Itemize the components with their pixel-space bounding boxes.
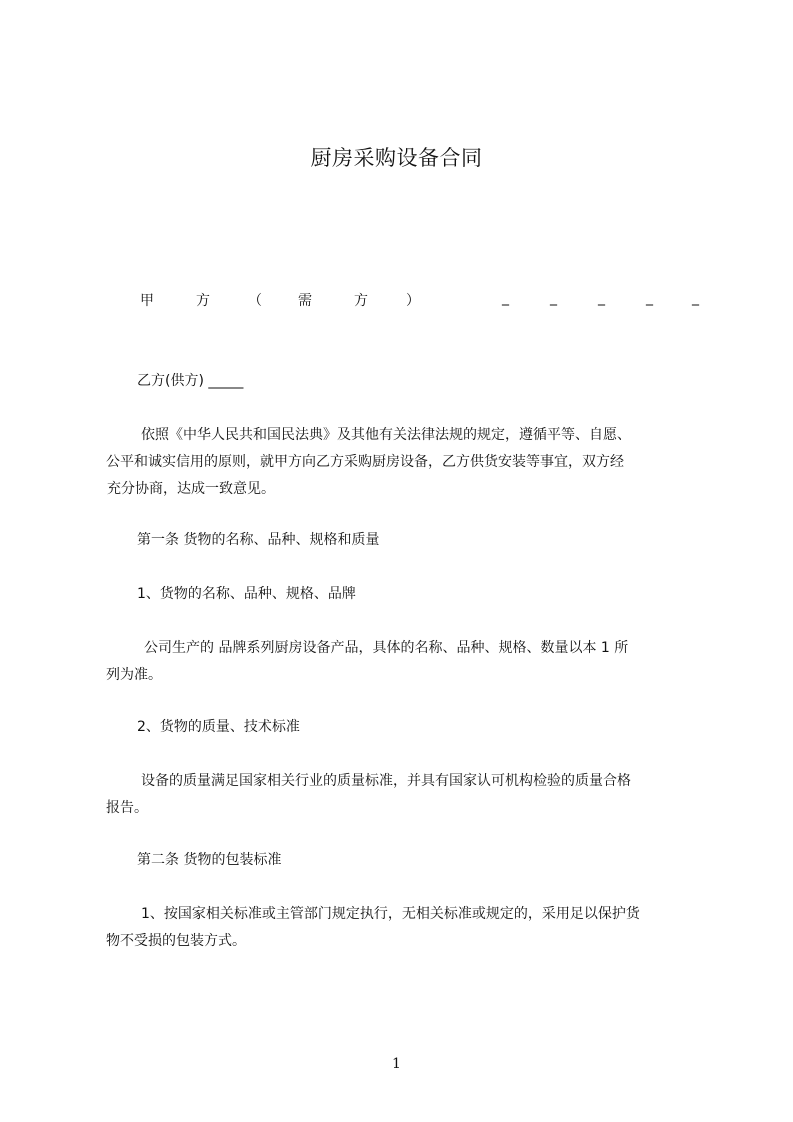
document-title: 厨房采购设备合同 xyxy=(310,146,483,170)
article-1-item-2-heading: 2、货物的质量、技术标准 xyxy=(137,719,300,735)
party-a-char: 甲 xyxy=(140,293,154,309)
intro-line: 公平和诚实信用的原则，就甲方向乙方采购厨房设备，乙方供货安装等事宜，双方经 xyxy=(106,454,624,470)
party-a-blank: _ xyxy=(692,290,699,306)
intro-paragraph xyxy=(106,422,706,503)
body-line: 1、按国家相关标准或主管部门规定执行，无相关标准或规定的，采用足以保护货 xyxy=(141,906,640,922)
article-1-heading: 第一条 货物的名称、品种、规格和质量 xyxy=(137,532,380,548)
party-b-line: 乙方(供方) _____ xyxy=(137,373,244,389)
party-a-blank: _ xyxy=(646,290,653,306)
article-2-item-1-body xyxy=(106,901,706,955)
party-a-row xyxy=(140,290,700,312)
article-1-item-1-heading: 1、货物的名称、品种、规格、品牌 xyxy=(137,586,356,602)
body-line: 设备的质量满足国家相关行业的质量标准，并具有国家认可机构检验的质量合格 xyxy=(141,773,631,789)
page-number: 1 xyxy=(392,1056,401,1072)
party-a-char: 需 xyxy=(298,293,312,309)
article-1-item-1-body xyxy=(106,635,706,689)
body-line: 物不受损的包装方式。 xyxy=(106,933,246,949)
body-line: 报告。 xyxy=(106,800,148,816)
intro-line: 依照《中华人民共和国民法典》及其他有关法律法规的规定，遵循平等、自愿、 xyxy=(141,427,631,443)
party-a-blank: _ xyxy=(598,290,605,306)
body-line: 列为准。 xyxy=(106,667,162,683)
party-a-blank: _ xyxy=(550,290,557,306)
article-2-heading: 第二条 货物的包装标准 xyxy=(137,852,282,868)
intro-line: 充分协商，达成一致意见。 xyxy=(107,481,275,497)
party-a-blank: _ xyxy=(502,290,509,306)
party-a-char: （ xyxy=(248,293,262,309)
party-a-char: 方 xyxy=(196,293,210,309)
party-a-char: ） xyxy=(406,293,420,309)
party-a-char: 方 xyxy=(354,293,368,309)
body-line: 公司生产的 品牌系列厨房设备产品，具体的名称、品种、规格、数量以本 1 所 xyxy=(144,640,629,656)
article-1-item-2-body xyxy=(106,768,706,822)
